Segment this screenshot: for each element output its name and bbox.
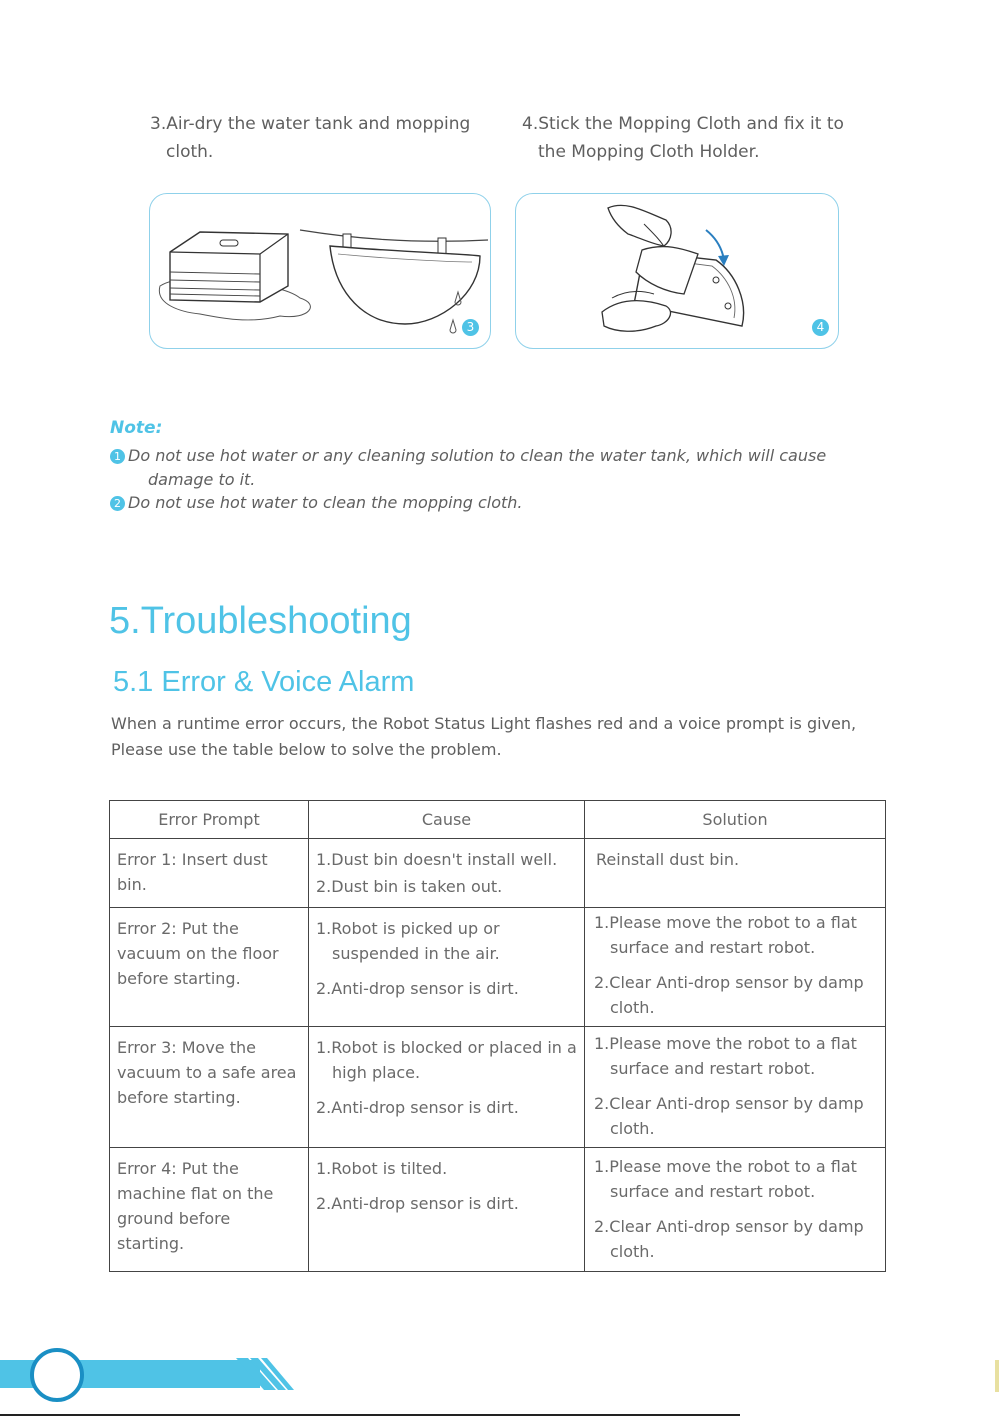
footer-line [0, 1414, 740, 1416]
note-item-1-line2: damage to it. [148, 470, 256, 489]
footer-circle-icon [30, 1348, 84, 1402]
cause-item: 2.Anti-drop sensor is dirt. [316, 1194, 519, 1213]
note-item-1 [110, 444, 870, 492]
cause-item: 2.Anti-drop sensor is dirt. [316, 979, 519, 998]
cause-item: 1.Robot is tilted. [316, 1159, 448, 1178]
solution-cell [585, 908, 885, 1026]
solution-item: 1.Please move the robot to a flat surface and restart robot. [594, 1034, 857, 1078]
table-row [110, 1148, 886, 1272]
table-header-row [110, 801, 886, 839]
intro-line-1: When a runtime error occurs, the Robot Status Light flashes red and a voice prompt is given, [111, 714, 857, 733]
step-4-caption [522, 110, 844, 166]
solution-item: 1.Please move the robot to a flat surface and restart robot. [594, 1157, 857, 1201]
section-title: 5.Troubleshooting [109, 600, 412, 642]
footer-stripes-icon [236, 1358, 296, 1392]
cause-item: 2.Anti-drop sensor is dirt. [316, 1098, 519, 1117]
step-4-line1: 4.Stick the Mopping Cloth and fix it to [522, 114, 844, 134]
number-badge-icon: 4 [812, 319, 829, 336]
air-dry-illustration [150, 194, 490, 348]
intro-line-2: Please use the table below to solve the problem. [111, 740, 502, 759]
solution-item: 2.Clear Anti-drop sensor by damp cloth. [594, 973, 864, 1017]
solution-cell [585, 839, 885, 878]
step-3-caption [150, 110, 470, 166]
table-row [110, 839, 886, 908]
number-badge-icon: 2 [110, 496, 125, 511]
cause-item: 1.Robot is blocked or placed in a high place. [316, 1038, 577, 1082]
cause-item: 1.Robot is picked up or suspended in the air. [316, 919, 500, 963]
header-solution: Solution [585, 801, 886, 839]
error-table [109, 800, 886, 1272]
step-3-line2: cloth. [166, 142, 214, 162]
error-prompt-cell: Error 4: Put the machine flat on the ground before starting. [117, 1159, 274, 1253]
cause-cell [309, 908, 584, 1007]
error-prompt-cell: Error 2: Put the vacuum on the floor before starting. [117, 919, 279, 988]
note-title: Note: [110, 418, 163, 438]
header-cause: Cause [309, 801, 585, 839]
section-subtitle: 5.1 Error & Voice Alarm [113, 666, 415, 698]
solution-item: 1.Please move the robot to a flat surface and restart robot. [594, 913, 857, 957]
cause-cell [309, 839, 584, 905]
solution-item: 2.Clear Anti-drop sensor by damp cloth. [594, 1217, 864, 1261]
table-row [110, 1027, 886, 1148]
number-badge-icon: 3 [462, 319, 479, 336]
error-prompt-cell: Error 3: Move the vacuum to a safe area before starting. [117, 1038, 297, 1107]
solution-item: 2.Clear Anti-drop sensor by damp cloth. [594, 1094, 864, 1138]
cause-cell [309, 1148, 584, 1222]
step-4-line2: the Mopping Cloth Holder. [538, 142, 760, 162]
error-prompt-cell: Error 1: Insert dust bin. [117, 850, 268, 894]
figure-stick-cloth [515, 193, 839, 349]
solution-cell [585, 1148, 885, 1270]
figure-air-dry [149, 193, 491, 349]
stick-cloth-illustration [516, 194, 838, 348]
solution-item: Reinstall dust bin. [596, 850, 740, 869]
cause-item: 2.Dust bin is taken out. [316, 877, 503, 896]
solution-cell [585, 1027, 885, 1147]
header-error-prompt: Error Prompt [110, 801, 309, 839]
note-item-2 [110, 491, 870, 515]
note-item-1-line1: Do not use hot water or any cleaning solution to clean the water tank, which will cause [128, 446, 827, 465]
intro-text [111, 711, 891, 763]
cause-item: 1.Dust bin doesn't install well. [316, 850, 558, 869]
number-badge-icon: 1 [110, 449, 125, 464]
step-3-line1: 3.Air-dry the water tank and mopping [150, 114, 471, 134]
cause-cell [309, 1027, 584, 1126]
table-row [110, 908, 886, 1027]
edge-mark [995, 1360, 999, 1392]
note-item-2-line1: Do not use hot water to clean the mopping cloth. [128, 493, 523, 512]
